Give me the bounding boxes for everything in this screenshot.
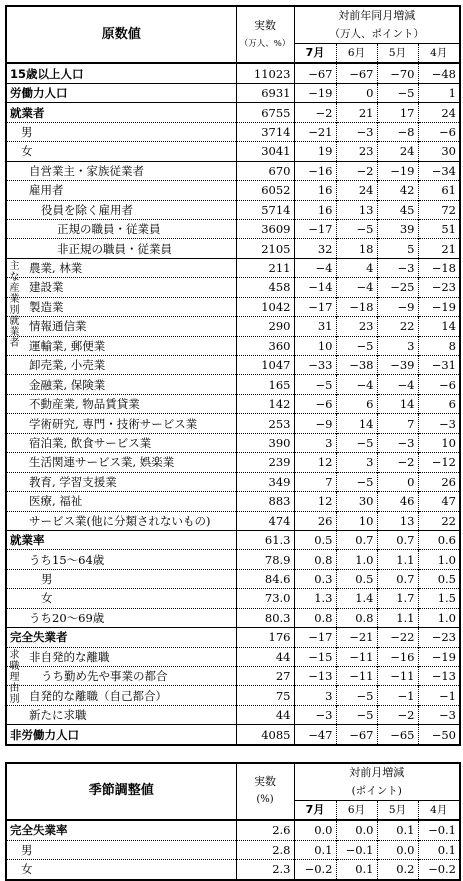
seasonal-row-change: 0.0 <box>377 840 418 859</box>
main-row-label: 新たに求職 <box>6 705 236 724</box>
main-row-change: 22 <box>377 317 418 336</box>
main-row-change: 10 <box>336 511 377 530</box>
main-row-change: 7 <box>377 414 418 433</box>
main-row-change: −5 <box>294 375 336 394</box>
main-row-change: 8 <box>418 336 460 355</box>
main-row <box>6 647 460 666</box>
seasonal-row <box>6 820 460 840</box>
side-label-industry: 主な産業別就業者 <box>9 260 20 349</box>
main-row-change: 3 <box>336 453 377 472</box>
main-row-change: −9 <box>377 297 418 316</box>
main-row-value: 2105 <box>236 239 294 258</box>
main-row-change: 42 <box>377 181 418 200</box>
main-row-change: 1.5 <box>418 589 460 608</box>
seasonal-actual <box>236 763 294 820</box>
main-row <box>6 433 460 452</box>
main-row-change: −67 <box>336 725 377 745</box>
main-row-change: −16 <box>377 647 418 666</box>
main-row-change: −67 <box>294 63 336 83</box>
original-values-table <box>5 5 461 746</box>
main-row-change: −1 <box>418 686 460 705</box>
main-row-change: −5 <box>336 219 377 238</box>
seasonal-title: 季節調整値 <box>6 763 236 820</box>
main-row <box>6 608 460 627</box>
main-row-change: −3 <box>294 705 336 724</box>
main-row <box>6 103 460 122</box>
seasonal-row-value: 2.3 <box>236 860 294 880</box>
seasonal-row-label: 女 <box>6 860 236 880</box>
main-row-value: 474 <box>236 511 294 530</box>
main-row <box>6 219 460 238</box>
main-row-change: −14 <box>294 278 336 297</box>
main-row <box>6 628 460 647</box>
main-row <box>6 394 460 413</box>
main-row-change: −5 <box>336 705 377 724</box>
main-row-change: −18 <box>418 258 460 277</box>
main-row-change: 46 <box>377 492 418 511</box>
main-row-value: 75 <box>236 686 294 705</box>
main-row-change: 12 <box>294 492 336 511</box>
main-row <box>6 356 460 375</box>
main-row-value: 176 <box>236 628 294 647</box>
main-row-change: −5 <box>336 336 377 355</box>
main-row-change: −47 <box>294 725 336 745</box>
main-row-change: 0.8 <box>294 550 336 569</box>
main-row-change: 47 <box>418 492 460 511</box>
main-row-change: −4 <box>336 375 377 394</box>
main-row-value: 883 <box>236 492 294 511</box>
main-row-change: −8 <box>377 122 418 141</box>
main-row <box>6 336 460 355</box>
main-row-change: 23 <box>336 142 377 161</box>
main-row-change: 51 <box>418 219 460 238</box>
main-row-change: 5 <box>377 239 418 258</box>
seasonal-row-change: 0.2 <box>377 860 418 880</box>
main-row-change: −11 <box>377 667 418 686</box>
main-row-change: 19 <box>294 142 336 161</box>
main-row-label: うち20～69歳 <box>6 608 236 627</box>
main-row-value: 80.3 <box>236 608 294 627</box>
main-row-label: うち15～64歳 <box>6 550 236 569</box>
main-row <box>6 181 460 200</box>
main-row-value: 3609 <box>236 219 294 238</box>
main-row-change: −6 <box>294 394 336 413</box>
main-row-change: −19 <box>377 161 418 180</box>
main-table-body <box>6 63 460 744</box>
main-row-change: 10 <box>418 433 460 452</box>
main-row-value: 1047 <box>236 356 294 375</box>
main-row <box>6 589 460 608</box>
main-row-label: 女 <box>6 589 236 608</box>
main-row-label: 15歳以上人口 <box>6 63 236 83</box>
main-row <box>6 667 460 686</box>
seasonal-row-change: −0.2 <box>418 860 460 880</box>
main-row-change: 0.7 <box>336 530 377 549</box>
main-row-label: 労働力人口 <box>6 83 236 102</box>
main-row-label: 金融業, 保険業 <box>6 375 236 394</box>
seasonal-change-label: 対前月増減 <box>349 765 405 779</box>
seasonal-month-7: 7月 <box>294 800 336 820</box>
month-header-7: 7月 <box>294 44 336 64</box>
main-row-change: 0.7 <box>377 569 418 588</box>
main-row <box>6 530 460 549</box>
seasonal-actual-unit: (%) <box>256 794 274 806</box>
main-row-change: −39 <box>377 356 418 375</box>
main-row-change: −5 <box>336 433 377 452</box>
main-row-label: 学術研究, 専門・技術サービス業 <box>6 414 236 433</box>
main-row-change: 1.1 <box>377 608 418 627</box>
main-row-change: −1 <box>377 686 418 705</box>
seasonal-change <box>294 763 460 801</box>
month-header-6: 6月 <box>336 44 377 64</box>
main-row-change: 14 <box>377 394 418 413</box>
main-row <box>6 239 460 258</box>
main-row <box>6 63 460 83</box>
main-row-change: −33 <box>294 356 336 375</box>
main-row-change: 1.7 <box>377 589 418 608</box>
month-header-4: 4月 <box>418 44 460 64</box>
main-row-label: 自発的な離職（自己都合） <box>6 686 236 705</box>
main-row-change: −38 <box>336 356 377 375</box>
main-row-change: −5 <box>336 472 377 491</box>
main-row-change: 0.7 <box>377 530 418 549</box>
main-row-change: −2 <box>294 103 336 122</box>
main-row-label: 非労働力人口 <box>6 725 236 745</box>
seasonal-row-change: 0.0 <box>294 820 336 840</box>
main-row <box>6 83 460 102</box>
main-row-label: うち勤め先や事業の都合 <box>6 667 236 686</box>
main-row-value: 1042 <box>236 297 294 316</box>
seasonal-table-body <box>6 820 460 879</box>
main-row-change: 13 <box>336 200 377 219</box>
main-row-change: −48 <box>418 63 460 83</box>
main-row-value: 44 <box>236 647 294 666</box>
main-row <box>6 725 460 745</box>
main-row-value: 61.3 <box>236 530 294 549</box>
main-row-change: −9 <box>294 414 336 433</box>
main-row-change: −3 <box>418 414 460 433</box>
main-row-change: −17 <box>294 219 336 238</box>
main-row-label: 建設業 <box>6 278 236 297</box>
main-row-value: 142 <box>236 394 294 413</box>
main-row-change: 31 <box>294 317 336 336</box>
main-row-label: 非自発的な離職 求職理由別 <box>6 647 236 666</box>
main-row-change: −15 <box>294 647 336 666</box>
main-row-change: 3 <box>377 336 418 355</box>
main-row-label: 就業者 <box>6 103 236 122</box>
main-row-value: 6052 <box>236 181 294 200</box>
main-row-label: 不動産業, 物品賃貸業 <box>6 394 236 413</box>
main-row-change: −12 <box>418 453 460 472</box>
seasonal-row-change: 0.1 <box>294 840 336 859</box>
main-row-change: −19 <box>294 83 336 102</box>
main-row-change: −3 <box>377 433 418 452</box>
main-row <box>6 200 460 219</box>
seasonal-row-label: 男 <box>6 840 236 859</box>
month-header-5: 5月 <box>377 44 418 64</box>
main-row <box>6 317 460 336</box>
main-row-change: −31 <box>418 356 460 375</box>
main-row-label: 宿泊業, 飲食サービス業 <box>6 433 236 452</box>
main-row-value: 6931 <box>236 83 294 102</box>
main-row-value: 5714 <box>236 200 294 219</box>
seasonal-row <box>6 840 460 859</box>
main-row-change: 1.3 <box>294 589 336 608</box>
main-row-change: 7 <box>294 472 336 491</box>
main-row-change: 0.5 <box>294 530 336 549</box>
seasonal-row <box>6 860 460 880</box>
main-row-value: 211 <box>236 258 294 277</box>
main-row-change: −19 <box>418 297 460 316</box>
main-row-change: −5 <box>377 83 418 102</box>
main-row-change: 1.4 <box>336 589 377 608</box>
main-row-value: 78.9 <box>236 550 294 569</box>
seasonal-row-value: 2.6 <box>236 820 294 840</box>
main-row-change: 30 <box>418 142 460 161</box>
main-row-value: 73.0 <box>236 589 294 608</box>
main-row-value: 165 <box>236 375 294 394</box>
main-row-label: 就業率 <box>6 530 236 549</box>
main-row-change: −6 <box>418 375 460 394</box>
seasonal-month-6: 6月 <box>336 800 377 820</box>
main-row-change: −17 <box>294 628 336 647</box>
main-row-label: 非正規の職員・従業員 <box>6 239 236 258</box>
main-row-change: 13 <box>377 511 418 530</box>
seasonal-row-change: 0.1 <box>418 840 460 859</box>
seasonal-row-value: 2.8 <box>236 840 294 859</box>
main-row-change: 0 <box>336 83 377 102</box>
main-row-change: −3 <box>377 258 418 277</box>
main-row-change: 21 <box>336 103 377 122</box>
main-row-change: −23 <box>418 278 460 297</box>
main-row-change: −6 <box>418 122 460 141</box>
main-row-change: 14 <box>336 414 377 433</box>
main-row-label: 正規の職員・従業員 <box>6 219 236 238</box>
change-unit: （万人、ポイント） <box>329 28 424 40</box>
main-row-change: 23 <box>336 317 377 336</box>
main-row-value: 239 <box>236 453 294 472</box>
main-row-value: 11023 <box>236 63 294 83</box>
labour-force-tables <box>5 5 459 881</box>
main-row-value: 84.6 <box>236 569 294 588</box>
main-row-label: 教育, 学習支援業 <box>6 472 236 491</box>
main-row <box>6 492 460 511</box>
main-row-change: 22 <box>418 511 460 530</box>
main-row-change: 21 <box>418 239 460 258</box>
main-row-change: −18 <box>336 297 377 316</box>
main-row-change: −25 <box>377 278 418 297</box>
seasonal-change-unit: (ポイント) <box>351 784 402 797</box>
main-row-change: 6 <box>336 394 377 413</box>
main-row <box>6 258 460 277</box>
main-row-change: 16 <box>294 200 336 219</box>
main-row-value: 458 <box>236 278 294 297</box>
main-row-label: サービス業(他に分類されないもの) <box>6 511 236 530</box>
main-row-change: 72 <box>418 200 460 219</box>
main-row-change: 4 <box>336 258 377 277</box>
actual-label: 実数 <box>254 18 276 32</box>
main-row <box>6 297 460 316</box>
header-change <box>294 6 460 44</box>
main-row-change: −3 <box>336 122 377 141</box>
main-row-change: 1.0 <box>418 550 460 569</box>
main-row-change: 0.6 <box>418 530 460 549</box>
seasonal-row-change: 0.1 <box>336 860 377 880</box>
main-row-change: 3 <box>294 686 336 705</box>
seasonal-row-change: 0.1 <box>377 820 418 840</box>
main-row-change: 18 <box>336 239 377 258</box>
main-row-change: −4 <box>294 258 336 277</box>
main-row-change: −67 <box>336 63 377 83</box>
main-row <box>6 375 460 394</box>
seasonal-table <box>5 762 461 881</box>
main-row-change: 1 <box>418 83 460 102</box>
main-row-change: 45 <box>377 200 418 219</box>
main-row-change: 1.0 <box>336 550 377 569</box>
main-row <box>6 550 460 569</box>
seasonal-row-change: 0.0 <box>336 820 377 840</box>
main-row-change: −11 <box>336 667 377 686</box>
main-row <box>6 705 460 724</box>
main-row-change: 61 <box>418 181 460 200</box>
main-row-change: 0 <box>377 472 418 491</box>
main-row-value: 290 <box>236 317 294 336</box>
main-row-change: −3 <box>418 705 460 724</box>
main-row-change: −11 <box>336 647 377 666</box>
main-row-change: −2 <box>336 161 377 180</box>
main-row-change: −21 <box>294 122 336 141</box>
actual-unit: （万人、%） <box>239 38 291 49</box>
main-row <box>6 569 460 588</box>
main-row-label: 卸売業, 小売業 <box>6 356 236 375</box>
seasonal-row-label: 完全失業率 <box>6 820 236 840</box>
main-row <box>6 122 460 141</box>
main-row <box>6 686 460 705</box>
main-row-change: 0.3 <box>294 569 336 588</box>
main-row-label: 製造業 <box>6 297 236 316</box>
main-row <box>6 278 460 297</box>
main-row-label: 雇用者 <box>6 181 236 200</box>
seasonal-row-change: −0.1 <box>336 840 377 859</box>
main-row-label: 女 <box>6 142 236 161</box>
main-row-change: −13 <box>418 667 460 686</box>
main-row <box>6 161 460 180</box>
main-row-label: 農業, 林業 主な産業別就業者 <box>6 258 236 277</box>
main-row-change: 16 <box>294 181 336 200</box>
main-row-value: 360 <box>236 336 294 355</box>
main-row-change: −16 <box>294 161 336 180</box>
main-row-label: 役員を除く雇用者 <box>6 200 236 219</box>
main-row-change: 26 <box>418 472 460 491</box>
main-row-value: 349 <box>236 472 294 491</box>
main-row-change: 17 <box>377 103 418 122</box>
main-row-change: 12 <box>294 453 336 472</box>
main-row-value: 670 <box>236 161 294 180</box>
main-row-label: 運輸業, 郵便業 <box>6 336 236 355</box>
main-row-label: 男 <box>6 569 236 588</box>
main-row-label: 医療, 福祉 <box>6 492 236 511</box>
main-row-label: 完全失業者 <box>6 628 236 647</box>
main-row-change: −65 <box>377 725 418 745</box>
main-row-value: 253 <box>236 414 294 433</box>
main-row-change: −70 <box>377 63 418 83</box>
main-row-value: 390 <box>236 433 294 452</box>
seasonal-actual-label: 実数 <box>254 775 276 789</box>
main-row-change: −22 <box>377 628 418 647</box>
main-row-change: 39 <box>377 219 418 238</box>
main-row-change: −23 <box>418 628 460 647</box>
main-row-label: 男 <box>6 122 236 141</box>
seasonal-row-change: −0.2 <box>294 860 336 880</box>
main-row-change: −21 <box>336 628 377 647</box>
change-label: 対前年同月増減 <box>338 9 416 22</box>
main-row-change: −50 <box>418 725 460 745</box>
main-row-change: −2 <box>377 453 418 472</box>
main-row-change: −4 <box>377 375 418 394</box>
header-actual <box>236 6 294 63</box>
main-row-change: 3 <box>294 433 336 452</box>
main-row-change: 24 <box>418 103 460 122</box>
main-row-change: 6 <box>418 394 460 413</box>
main-row-change: 14 <box>418 317 460 336</box>
main-row-change: 26 <box>294 511 336 530</box>
main-row-change: 0.8 <box>336 608 377 627</box>
main-row-change: 1.1 <box>377 550 418 569</box>
main-row <box>6 453 460 472</box>
main-row-change: 24 <box>377 142 418 161</box>
side-label-reason: 求職理由別 <box>9 649 20 705</box>
main-row-change: 10 <box>294 336 336 355</box>
main-row-change: −19 <box>418 647 460 666</box>
main-row-value: 6755 <box>236 103 294 122</box>
seasonal-row-change: −0.1 <box>418 820 460 840</box>
header-title: 原数値 <box>6 6 236 63</box>
main-row-label: 情報通信業 <box>6 317 236 336</box>
main-row-change: −17 <box>294 297 336 316</box>
main-row-value: 4085 <box>236 725 294 745</box>
main-row-change: −13 <box>294 667 336 686</box>
main-row-change: −5 <box>336 686 377 705</box>
main-row-change: −2 <box>377 705 418 724</box>
main-row-value: 3041 <box>236 142 294 161</box>
main-row <box>6 472 460 491</box>
main-row-value: 44 <box>236 705 294 724</box>
seasonal-month-5: 5月 <box>377 800 418 820</box>
seasonal-month-4: 4月 <box>418 800 460 820</box>
main-row-change: 0.5 <box>336 569 377 588</box>
main-row-change: 24 <box>336 181 377 200</box>
main-row-change: −34 <box>418 161 460 180</box>
main-row-change: 32 <box>294 239 336 258</box>
main-row <box>6 414 460 433</box>
main-row-change: 30 <box>336 492 377 511</box>
main-row-label: 自営業主・家族従業者 <box>6 161 236 180</box>
main-row-change: 0.8 <box>294 608 336 627</box>
main-row-value: 3714 <box>236 122 294 141</box>
main-row-value: 27 <box>236 667 294 686</box>
main-row <box>6 142 460 161</box>
main-row <box>6 511 460 530</box>
main-row-change: −4 <box>336 278 377 297</box>
main-row-label: 生活関連サービス業, 娯楽業 <box>6 453 236 472</box>
main-row-change: 0.5 <box>418 569 460 588</box>
main-row-change: 1.0 <box>418 608 460 627</box>
